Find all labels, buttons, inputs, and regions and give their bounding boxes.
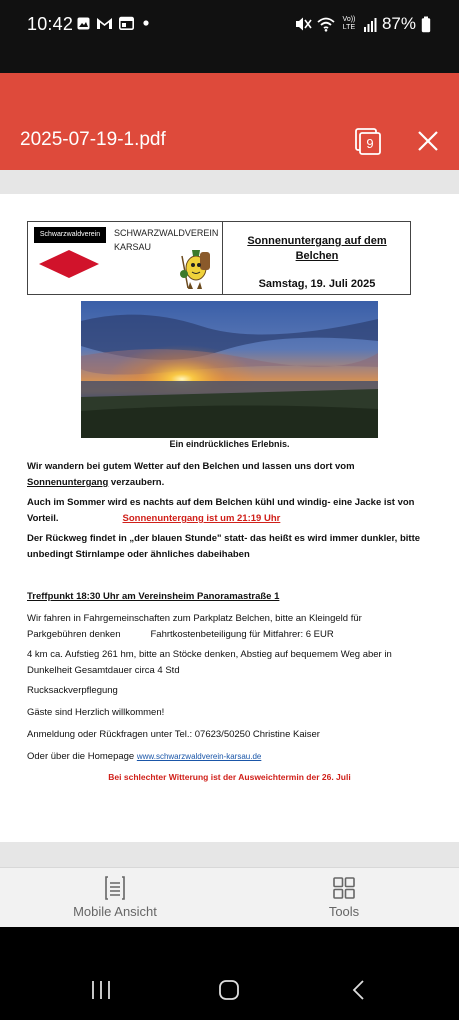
logo-label: Schwarzwaldverein (34, 227, 106, 243)
status-time: 10:42 (27, 14, 74, 34)
mobile-view-icon (104, 876, 126, 900)
tools-label: Tools (328, 904, 360, 919)
close-button[interactable] (414, 127, 442, 155)
club-logo (38, 249, 100, 279)
event-date: Samstag, 19. Juli 2025 (258, 278, 376, 290)
meeting-point: Treffpunkt 18:30 Uhr am Vereinsheim Panoramastraße 1 (27, 591, 280, 602)
tools-button[interactable] (279, 876, 409, 919)
tools-grid-icon (332, 876, 356, 900)
back-icon[interactable] (348, 979, 370, 1001)
document-viewer[interactable] (0, 170, 459, 867)
pdf-page (0, 194, 459, 842)
paragraph-homepage (27, 749, 432, 765)
travel-cost-note: Fahrtkostenbeteiligung für Mitfahrer: 6 EUR (150, 629, 334, 640)
homepage-link[interactable]: www.schwarzwaldverein-karsau.de (136, 752, 262, 761)
paragraph-intro-line2 (27, 475, 432, 491)
page-overview-button[interactable] (353, 126, 383, 156)
sunset-time-notice: Sonnenuntergang ist um 21:19 Uhr (122, 513, 281, 524)
status-left-icons (77, 16, 152, 30)
home-icon[interactable] (218, 979, 240, 1001)
club-name-line1: SCHWARZWALDVEREIN (114, 228, 219, 238)
paragraph-weather-line1: Auch im Sommer wird es nachts auf dem Belchen kühl und windig- eine Jacke ist von (27, 497, 415, 508)
gmail-icon (96, 17, 113, 30)
paragraph-carpool-line2 (27, 627, 432, 643)
system-nav-bar (0, 927, 459, 1020)
dot-icon (140, 17, 152, 29)
paragraph-weather-line2 (27, 511, 432, 527)
paragraph-food: Rucksackverpflegung (27, 685, 118, 696)
paragraph-weather (27, 495, 432, 527)
paragraph-intro-rest: verzaubern. (108, 477, 165, 488)
paragraph-intro (27, 459, 432, 491)
gallery-icon (77, 17, 90, 30)
paragraph-registration: Anmeldung oder Rückfragen unter Tel.: 07623/50250 Christine Kaiser (27, 729, 320, 740)
paragraph-route (27, 647, 432, 679)
file-title: 2025-07-19-1.pdf (20, 129, 166, 150)
event-title: Sonnenuntergang auf dem Belchen (247, 235, 387, 262)
club-name-line2: KARSAU (114, 242, 152, 252)
paragraph-guests: Gäste sind Herzlich willkommen! (27, 707, 165, 718)
parking-fee-note: Parkgebühren denken (27, 629, 121, 640)
paragraph-return (27, 531, 432, 563)
paragraph-carpool (27, 611, 432, 643)
paragraph-route-line1: 4 km ca. Aufstieg 261 hm, bitte an Stöcke denken, Abstieg auf bequemem Weg aber in (27, 649, 392, 660)
recents-icon[interactable] (90, 979, 112, 1001)
status-right-icons (294, 14, 431, 34)
page-count: 9 (366, 136, 374, 151)
header-divider (222, 222, 223, 294)
hiker-mascot-image (172, 242, 214, 290)
homepage-text: Oder über die Homepage (27, 751, 137, 762)
wifi-icon (317, 16, 335, 32)
paragraph-weather-advantage: Vorteil. (27, 513, 59, 524)
mobile-view-button[interactable] (50, 876, 180, 919)
document-header (27, 221, 411, 295)
battery-percent: 87% (381, 14, 416, 33)
close-icon (414, 127, 442, 155)
calendar-icon (119, 16, 134, 30)
bottom-toolbar (0, 867, 459, 927)
paragraph-return-line1: Der Rückweg findet in „der blauen Stunde" statt- das heißt es wird immer dunkler, bitte (27, 533, 421, 544)
volte-icon: Vo)) LTE (342, 16, 356, 31)
paragraph-return-line2: unbedingt Stirnlampe oder ähnliches dabeihaben (27, 549, 250, 560)
paragraph-route-line2: Dunkelheit Gesamtdauer circa 4 Std (27, 665, 180, 676)
mute-icon (294, 16, 312, 32)
photo-caption: Ein eindrückliches Erlebnis. (169, 439, 290, 449)
status-bar (0, 0, 459, 73)
sunset-photo (81, 301, 378, 438)
paragraph-carpool-line1: Wir fahren in Fahrgemeinschaften zum Parkplatz Belchen, bitte an Kleingeld für (27, 613, 362, 624)
battery-icon (421, 16, 431, 33)
app-bar (0, 73, 459, 170)
mobile-view-label: Mobile Ansicht (73, 904, 157, 919)
paragraph-intro-line1: Wir wandern bei gutem Wetter auf den Belchen und lassen uns dort vom (27, 461, 355, 472)
sunset-word: Sonnenuntergang (27, 477, 109, 488)
bad-weather-notice: Bei schlechter Witterung ist der Ausweichtermin der 26. Juli (108, 772, 351, 782)
signal-icon (363, 17, 377, 32)
